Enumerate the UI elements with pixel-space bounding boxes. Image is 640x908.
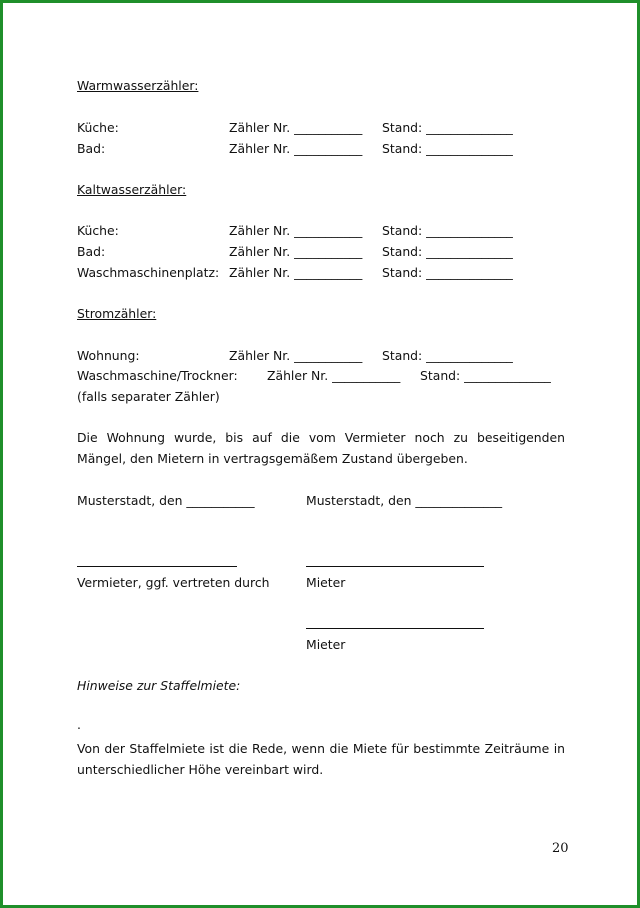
place-date-tenant: Musterstadt, den ______________ <box>306 493 503 508</box>
hints-heading: Hinweise zur Staffelmiete: <box>77 678 241 693</box>
separate-meter-note: (falls separater Zähler) <box>77 389 220 404</box>
meter-reading-field: Stand: ______________ <box>382 223 513 238</box>
row-label: Wohnung: <box>77 348 140 363</box>
meter-number-field: Zähler Nr. ___________ <box>267 368 401 383</box>
signature-line-tenant-1 <box>306 566 484 567</box>
signature-line-landlord <box>77 566 237 567</box>
meter-reading-field: Stand: ______________ <box>382 120 513 135</box>
meter-reading-field: Stand: ______________ <box>382 348 513 363</box>
signature-caption-landlord: Vermieter, ggf. vertreten durch <box>77 575 270 590</box>
section-heading-warmwasser: Warmwasserzähler: <box>77 78 199 93</box>
meter-number-field: Zähler Nr. ___________ <box>229 223 363 238</box>
row-label: Waschmaschine/Trockner: <box>77 368 238 383</box>
meter-number-field: Zähler Nr. ___________ <box>229 141 363 156</box>
meter-reading-field: Stand: ______________ <box>382 141 513 156</box>
section-heading-strom: Stromzähler: <box>77 306 157 321</box>
section-heading-kaltwasser: Kaltwasserzähler: <box>77 182 187 197</box>
handover-statement: Die Wohnung wurde, bis auf die vom Vermieter noch zu beseitigenden Mängel, den Mietern in vertragsgemäßem Zustand übergeben. <box>77 430 565 466</box>
meter-reading-field: Stand: ______________ <box>382 244 513 259</box>
signature-caption-tenant-2: Mieter <box>306 637 346 652</box>
place-date-landlord: Musterstadt, den ___________ <box>77 493 255 508</box>
row-label: Küche: <box>77 120 119 135</box>
meter-number-field: Zähler Nr. ___________ <box>229 244 363 259</box>
row-label: Waschmaschinenplatz: <box>77 265 220 280</box>
row-label: Bad: <box>77 244 106 259</box>
meter-reading-field: Stand: ______________ <box>420 368 551 383</box>
meter-number-field: Zähler Nr. ___________ <box>229 348 363 363</box>
meter-number-field: Zähler Nr. ___________ <box>229 120 363 135</box>
hints-text: Von der Staffelmiete ist die Rede, wenn die Miete für bestimmte Zeiträume in unterschiedlicher Höhe vereinbart wird. <box>77 741 565 777</box>
meter-reading-field: Stand: ______________ <box>382 265 513 280</box>
stray-dot: . <box>77 717 81 732</box>
meter-number-field: Zähler Nr. ___________ <box>229 265 363 280</box>
page-number: 20 <box>552 841 569 856</box>
row-label: Küche: <box>77 223 119 238</box>
row-label: Bad: <box>77 141 106 156</box>
signature-caption-tenant-1: Mieter <box>306 575 346 590</box>
signature-line-tenant-2 <box>306 628 484 629</box>
